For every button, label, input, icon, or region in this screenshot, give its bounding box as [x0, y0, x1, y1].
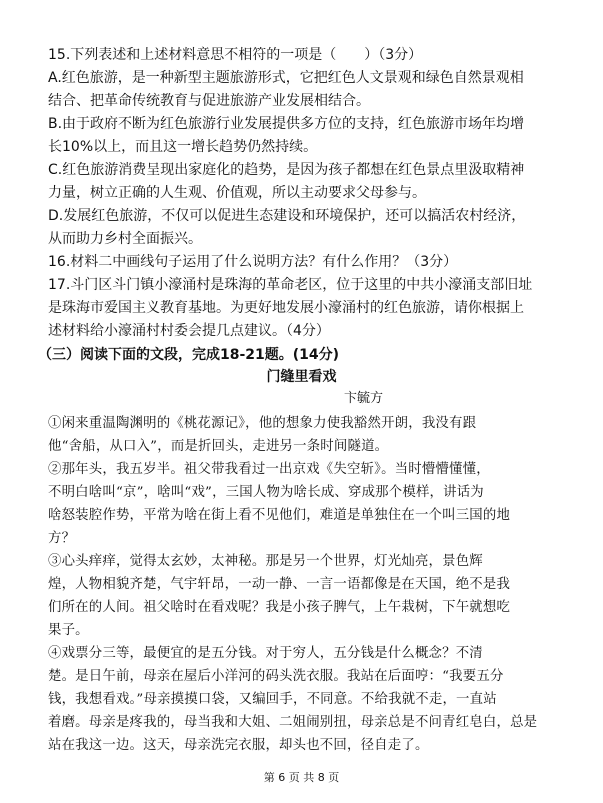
question-15-stem: 15.下列表述和上述材料意思不相符的一项是（ ）（3分） [48, 47, 423, 63]
paragraph-1: ①闲来重温陶渊明的《桃花源记》，他的想象力使我豁然开朗，我没有跟 [48, 416, 477, 431]
paragraph-3-line: 们所在的人间。祖父啥时在看戏呢？我是小孩子脾气，上午栽树，下午就想吃 [48, 600, 511, 615]
question-15-option-b-cont: 长10%以上，而且这一增长趋势仍然持续。 [48, 139, 318, 155]
paragraph-4: ④戏票分三等，最便宜的是五分钱。对于穷人，五分钱是什么概念？不清 [48, 646, 483, 661]
paragraph-2-line: 啥怒装腔作势，平常为啥在街上看不见他们，难道是单独住在一个叫三国的地 [48, 508, 511, 523]
paragraph-3: ③心头痒痒，觉得太玄妙，太神秘。那是另一个世界，灯光灿亮，景色辉 [48, 554, 483, 569]
question-15-option-a: A.红色旅游，是一种新型主题旅游形式，它把红色人文景观和绿色自然景观相 [48, 70, 524, 86]
question-17-cont-1: 是珠海市爱国主义教育基地。为更好地发展小濠涌村的红色旅游，请你根据上 [48, 300, 524, 316]
question-15-option-a-cont: 结合、把革命传统教育与促进旅游产业发展相结合。 [48, 93, 370, 109]
passage-author: 卞毓方 [344, 391, 384, 406]
page-number: 第 6 页 共 8 页 [263, 771, 340, 784]
question-16: 16.材料二中画线句子运用了什么说明方法？有什么作用？（3分） [48, 254, 458, 270]
paragraph-3-line: 果子。 [48, 623, 89, 638]
paragraph-3-line: 煌，人物相貌齐楚，气宇轩昂，一动一静、一言一语都像是在天国，绝不是我 [48, 577, 511, 592]
paragraph-4-line: 站在我这一边。这天，母亲洗完衣服，却头也不回，径自走了。 [48, 738, 429, 753]
section-heading: （三）阅读下面的文段，完成18-21题。(14分) [38, 347, 340, 363]
paragraph-4-line: 楚。是日午前，母亲在屋后小洋河的码头洗衣服。我站在后面哼：“我要五分 [48, 669, 504, 684]
paragraph-2-line: 方？ [48, 531, 76, 546]
paragraph-2: ②那年头，我五岁半。祖父带我看过一出京戏《失空斩》。当时懵懵懂懂， [48, 462, 490, 477]
question-17: 17.斗门区斗门镇小濠涌村是珠海的革命老区，位于这里的中共小濠涌支部旧址 [48, 277, 533, 293]
question-17-cont-2: 述材料给小濠涌村村委会提几点建议。（4分） [48, 323, 330, 339]
question-15-option-c-cont: 力量，树立正确的人生观、价值观，所以主动要求父母参与。 [48, 185, 426, 201]
question-15-option-d-cont: 从而助力乡村全面振兴。 [48, 231, 202, 247]
paragraph-4-line: 钱，我想看戏。”母亲摸摸口袋，又编回手，不同意。不给我就不走，一直站 [48, 692, 497, 707]
paragraph-2-line: 不明白啥叫“京”，啥叫“戏”，三国人物为啥长成、穿成那个模样，讲话为 [48, 485, 484, 500]
paragraph-4-line: 着磨。母亲是疼我的，母当我和大姐、二姐闹别扭，母亲总是不问青红皂白，总是 [48, 715, 538, 730]
passage-title: 门缝里看戏 [266, 369, 337, 385]
question-15-option-d: D.发展红色旅游，不仅可以促进生态建设和环境保护，还可以搞活农村经济， [48, 208, 526, 224]
paragraph-1-line: 他“舍船，从口入”，而是折回头，走进另一条时间隧道。 [48, 439, 389, 454]
question-15-option-c: C.红色旅游消费呈现出家庭化的趋势，是因为孩子都想在红色景点里汲取精神 [48, 162, 525, 178]
question-15-option-b: B.由于政府不断为红色旅游行业发展提供多方位的支持，红色旅游市场年均增 [48, 116, 525, 132]
